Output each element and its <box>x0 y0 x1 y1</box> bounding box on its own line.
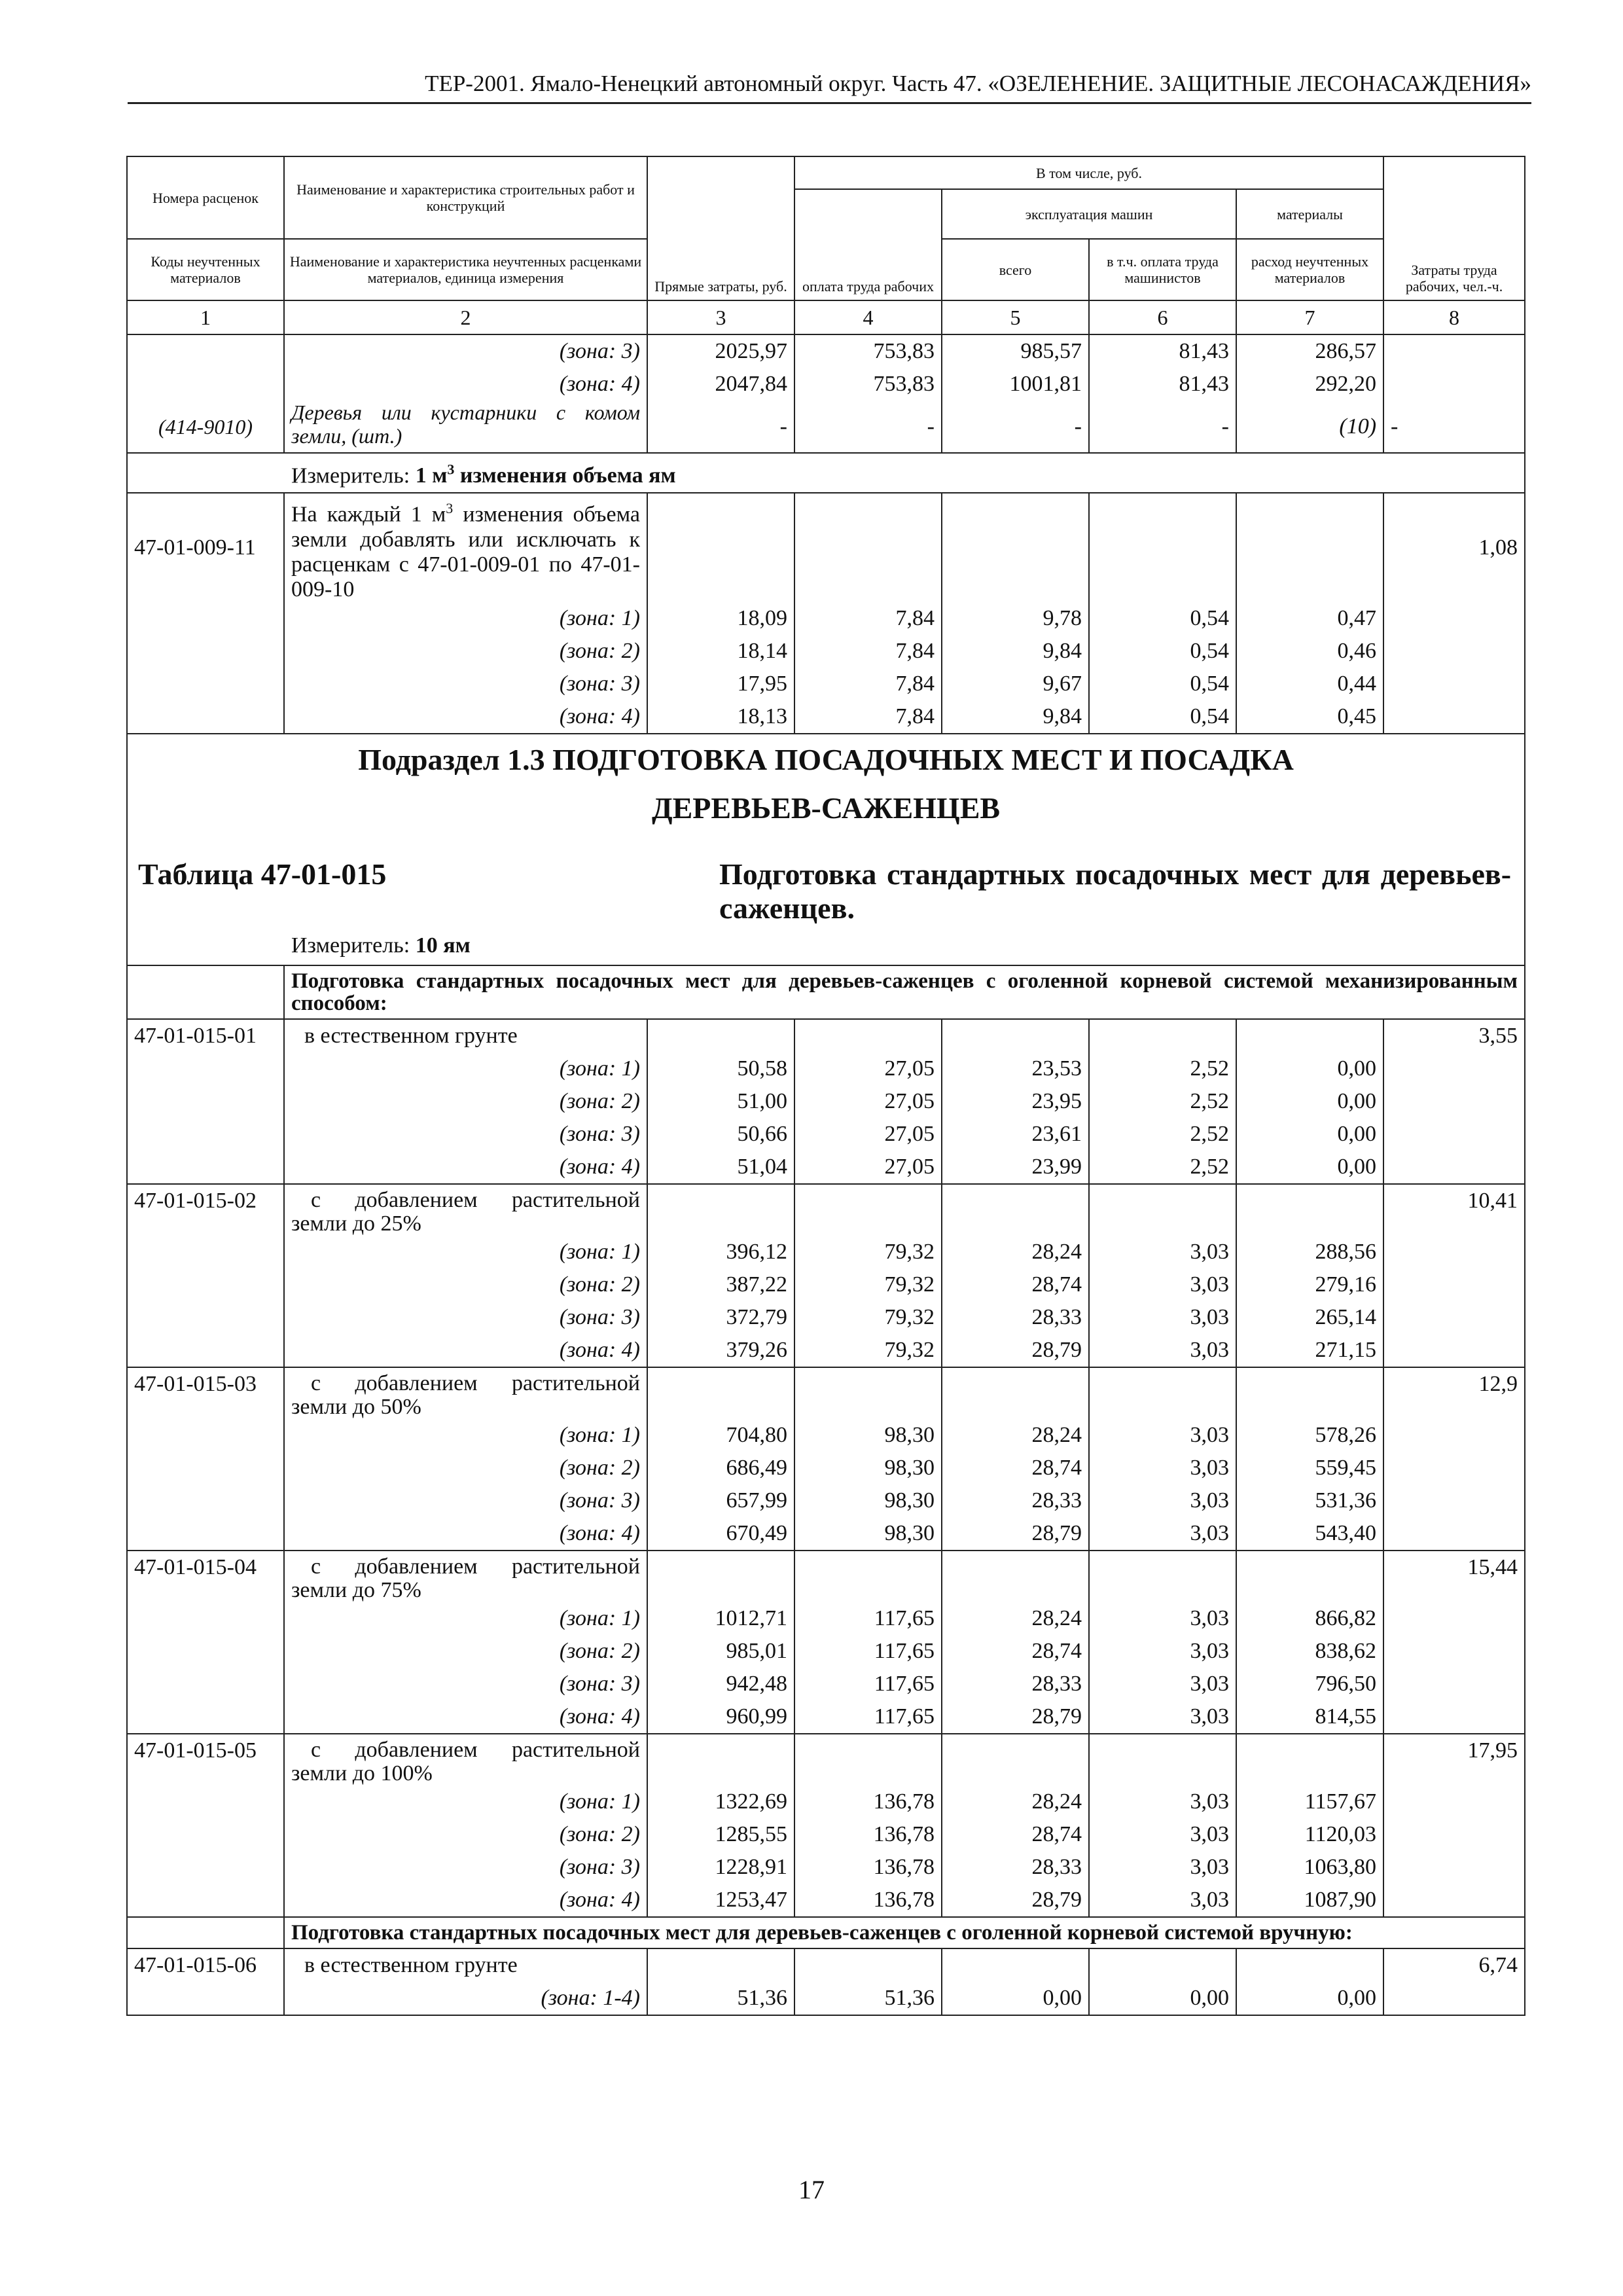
cost-value: 2,52 <box>1089 1052 1236 1085</box>
cost-value: 136,78 <box>794 1884 942 1917</box>
col-machines: эксплуатация машин <box>942 189 1236 239</box>
cost-value: 657,99 <box>647 1484 794 1517</box>
cost-value: 28,74 <box>942 1452 1089 1484</box>
cost-value: 1087,90 <box>1236 1884 1383 1917</box>
table-row <box>127 1734 1525 1785</box>
rate-code: 47-01-015-02 <box>127 1184 284 1236</box>
table-row: (зона: 3) 2025,97 753,83 985,57 81,43 286,57 <box>127 334 1525 368</box>
table-row <box>127 1452 1525 1484</box>
zone-label: (зона: 3) <box>284 1484 647 1517</box>
zone-label: (зона: 2) <box>284 1268 647 1301</box>
zone-label: (зона: 1) <box>284 1052 647 1085</box>
cost-value: 98,30 <box>794 1517 942 1551</box>
cost-value: 23,95 <box>942 1085 1089 1118</box>
zone-label: (зона: 4) <box>284 1700 647 1734</box>
col-incl: В том числе, руб. <box>794 156 1383 189</box>
cost-value: 3,03 <box>1089 1268 1236 1301</box>
table-row <box>127 1602 1525 1635</box>
table-row <box>127 1118 1525 1151</box>
col-number: 3 <box>647 300 794 334</box>
rate-code: 47-01-015-03 <box>127 1367 284 1419</box>
cost-value: 942,48 <box>647 1668 794 1700</box>
cost-value: 27,05 <box>794 1151 942 1184</box>
cost-value: 960,99 <box>647 1700 794 1734</box>
cost-value: 3,03 <box>1089 1785 1236 1818</box>
rate-description: с добавлением растительной земли до 50% <box>284 1367 647 1419</box>
col-number: 5 <box>942 300 1089 334</box>
cost-value: 0,00 <box>1236 1052 1383 1085</box>
col-labor: Затраты труда рабочих, чел.-ч. <box>1383 156 1525 300</box>
cost-value: 1285,55 <box>647 1818 794 1851</box>
table-row <box>127 1484 1525 1517</box>
cost-value: 23,99 <box>942 1151 1089 1184</box>
labor-cost: 15,44 <box>1383 1551 1525 1602</box>
table-row: (зона: 4) 18,13 7,84 9,84 0,54 0,45 <box>127 700 1525 734</box>
column-numbers-row <box>127 300 1525 334</box>
group-heading-text: Подготовка стандартных посадочных мест для деревьев-саженцев с оголенной корневой системой механизированным способом: <box>284 965 1525 1019</box>
cost-value: 28,24 <box>942 1419 1089 1452</box>
cost-value: 3,03 <box>1089 1419 1236 1452</box>
rate-code: 47-01-009-11 <box>127 493 284 601</box>
subsection-title-line2: ДЕРЕВЬЕВ-САЖЕНЦЕВ <box>651 791 1001 825</box>
zone-label: (зона: 1) <box>284 1602 647 1635</box>
cost-value: 79,32 <box>794 1334 942 1367</box>
table-row <box>127 1948 1525 1982</box>
cost-value: 28,24 <box>942 1236 1089 1268</box>
table-row <box>127 1268 1525 1301</box>
cost-value: 0,00 <box>1236 1085 1383 1118</box>
cost-value: 117,65 <box>794 1700 942 1734</box>
group-heading <box>127 1917 1525 1948</box>
col-number: 1 <box>127 300 284 334</box>
table-row <box>127 1668 1525 1700</box>
cost-value: 2,52 <box>1089 1085 1236 1118</box>
measure-row: Измеритель: 10 ям <box>291 933 471 958</box>
cost-value: 288,56 <box>1236 1236 1383 1268</box>
rate-code: 47-01-015-04 <box>127 1551 284 1602</box>
labor-cost: 1,08 <box>1383 493 1525 601</box>
zone-label: (зона: 4) <box>284 1517 647 1551</box>
cost-value: 1120,03 <box>1236 1818 1383 1851</box>
cost-value: 51,04 <box>647 1151 794 1184</box>
cost-value: 279,16 <box>1236 1268 1383 1301</box>
table-row <box>127 1019 1525 1052</box>
cost-value: 98,30 <box>794 1484 942 1517</box>
table-title-row <box>128 848 1524 929</box>
measure-label: Измеритель: <box>291 463 416 488</box>
cost-value: 27,05 <box>794 1052 942 1085</box>
material-code: (414-9010) <box>127 401 284 453</box>
labor-cost: 17,95 <box>1383 1734 1525 1785</box>
cost-value: 265,14 <box>1236 1301 1383 1334</box>
cost-value: 3,03 <box>1089 1602 1236 1635</box>
cost-value: 28,79 <box>942 1700 1089 1734</box>
cost-value: 0,00 <box>1236 1118 1383 1151</box>
cost-value: 28,33 <box>942 1668 1089 1700</box>
labor-cost: 10,41 <box>1383 1184 1525 1236</box>
material-row: (414-9010) Деревья или кустарники с комом земли, (шт.) - - - - (10) - <box>127 401 1525 453</box>
rate-description: с добавлением растительной земли до 100% <box>284 1734 647 1785</box>
subsection-title-line1: Подраздел 1.3 ПОДГОТОВКА ПОСАДОЧНЫХ МЕСТ И ПОСАДКА <box>358 742 1294 776</box>
rate-description: На каждый 1 $м^3$ изменения объема земли добавлять или исключать к расценкам с 47-01-009-01 по 47-01-009-10 <box>284 493 647 601</box>
cost-value: 3,03 <box>1089 1818 1236 1851</box>
labor-cost: 12,9 <box>1383 1367 1525 1419</box>
cost-value: 28,33 <box>942 1851 1089 1884</box>
col-total: всего <box>942 239 1089 300</box>
table-row: (зона: 3) 17,95 7,84 9,67 0,54 0,44 <box>127 668 1525 700</box>
cost-value: 543,40 <box>1236 1517 1383 1551</box>
cost-value: 866,82 <box>1236 1602 1383 1635</box>
cost-value: 27,05 <box>794 1118 942 1151</box>
cost-value: 670,49 <box>647 1517 794 1551</box>
zone-label: (зона: 3) <box>284 1301 647 1334</box>
zone-label: (зона: 2) <box>284 1635 647 1668</box>
zone-label: (зона: 3) <box>284 1118 647 1151</box>
cost-value: 79,32 <box>794 1301 942 1334</box>
cost-value: 50,58 <box>647 1052 794 1085</box>
zone-label: (зона: 2) <box>284 1085 647 1118</box>
table-number: Таблица 47-01-015 <box>138 857 387 891</box>
table-row <box>127 1151 1525 1184</box>
zone-label: (зона: 4) <box>284 1884 647 1917</box>
cost-value: 3,03 <box>1089 1884 1236 1917</box>
cost-value: 3,03 <box>1089 1851 1236 1884</box>
cost-value: 28,33 <box>942 1301 1089 1334</box>
cost-value: 531,36 <box>1236 1484 1383 1517</box>
cost-value: 2,52 <box>1089 1151 1236 1184</box>
zone-label: (зона: 3) <box>284 1851 647 1884</box>
col-number: 8 <box>1383 300 1525 334</box>
subsection-block <box>127 734 1525 965</box>
items-body <box>127 1019 1525 1917</box>
cost-value: 379,26 <box>647 1334 794 1367</box>
cost-value: 28,33 <box>942 1484 1089 1517</box>
table-row <box>127 1551 1525 1602</box>
cost-value: 28,74 <box>942 1818 1089 1851</box>
cost-value: 136,78 <box>794 1818 942 1851</box>
cost-value: 3,03 <box>1089 1635 1236 1668</box>
zone-label: (зона: 4) <box>284 1151 647 1184</box>
table-row <box>127 1367 1525 1419</box>
cost-value: 3,03 <box>1089 1236 1236 1268</box>
cost-value: 28,79 <box>942 1884 1089 1917</box>
cost-value: 1322,69 <box>647 1785 794 1818</box>
cost-value: 117,65 <box>794 1635 942 1668</box>
col-number: 6 <box>1089 300 1236 334</box>
cost-value: 117,65 <box>794 1602 942 1635</box>
cost-value: 796,50 <box>1236 1668 1383 1700</box>
cost-value: 1063,80 <box>1236 1851 1383 1884</box>
table-row: (зона: 4) 2047,84 753,83 1001,81 81,43 292,20 <box>127 368 1525 401</box>
cost-value: 3,03 <box>1089 1484 1236 1517</box>
zone-label: (зона: 4) <box>284 1334 647 1367</box>
table-row <box>127 1818 1525 1851</box>
zone-label: (зона: 1) <box>284 1236 647 1268</box>
table-row <box>127 1052 1525 1085</box>
col-labor-pay: оплата труда рабочих <box>794 189 942 300</box>
labor-cost: 6,74 <box>1383 1948 1525 1982</box>
cost-value: 559,45 <box>1236 1452 1383 1484</box>
group-heading <box>127 965 1525 1019</box>
col-number: 4 <box>794 300 942 334</box>
col-code-bottom: Коды неучтенных материалов <box>127 239 284 300</box>
cost-value: 3,03 <box>1089 1334 1236 1367</box>
running-header: ТЕР-2001. Ямало-Ненецкий автономный округ. Часть 47. «ОЗЕЛЕНЕНИЕ. ЗАЩИТНЫЕ ЛЕСОНАСАЖДЕНИЯ» <box>128 71 1531 104</box>
zone-label: (зона: 1) <box>284 1419 647 1452</box>
cost-value: 704,80 <box>647 1419 794 1452</box>
cost-value: 28,79 <box>942 1334 1089 1367</box>
table-row: (зона: 1-4) 51,36 51,36 0,00 0,00 0,00 <box>127 1982 1525 2015</box>
cost-value: 98,30 <box>794 1452 942 1484</box>
cost-value: 387,22 <box>647 1268 794 1301</box>
table-row <box>127 1334 1525 1367</box>
zone-label: (зона: 2) <box>284 1452 647 1484</box>
cost-value: 136,78 <box>794 1851 942 1884</box>
table-row: (зона: 1) 18,09 7,84 9,78 0,54 0,47 <box>127 602 1525 635</box>
table-row <box>127 1785 1525 1818</box>
cost-value: 686,49 <box>647 1452 794 1484</box>
rate-code: 47-01-015-05 <box>127 1734 284 1785</box>
rate-description: с добавлением растительной земли до 75% <box>284 1551 647 1602</box>
cost-value: 51,00 <box>647 1085 794 1118</box>
cost-value: 1228,91 <box>647 1851 794 1884</box>
cost-value: 136,78 <box>794 1785 942 1818</box>
zone-label: (зона: 3) <box>284 1668 647 1700</box>
zone-label: (зона: 1) <box>284 1785 647 1818</box>
cost-value: 838,62 <box>1236 1635 1383 1668</box>
cost-value: 79,32 <box>794 1268 942 1301</box>
table-row <box>127 1635 1525 1668</box>
table-row <box>127 1851 1525 1884</box>
cost-value: 28,79 <box>942 1517 1089 1551</box>
rate-code: 47-01-015-06 <box>127 1948 284 1982</box>
table-row <box>127 1700 1525 1734</box>
cost-value: 23,53 <box>942 1052 1089 1085</box>
rate-description: в естественном грунте <box>284 1019 647 1052</box>
cost-value: 117,65 <box>794 1668 942 1700</box>
table-row <box>127 1085 1525 1118</box>
col-materials: материалы <box>1236 189 1383 239</box>
cost-value: 3,03 <box>1089 1301 1236 1334</box>
cost-value: 3,03 <box>1089 1517 1236 1551</box>
table-row <box>127 1419 1525 1452</box>
rate-description: с добавлением растительной земли до 25% <box>284 1184 647 1236</box>
table-row <box>127 1236 1525 1268</box>
rates-table <box>126 156 1525 2016</box>
col-direct: Прямые затраты, руб. <box>647 156 794 300</box>
cost-value: 2,52 <box>1089 1118 1236 1151</box>
cost-value: 985,01 <box>647 1635 794 1668</box>
table-row <box>127 1517 1525 1551</box>
col-materials-use: расход неучтенных материалов <box>1236 239 1383 300</box>
cost-value: 1012,71 <box>647 1602 794 1635</box>
cost-value: 28,74 <box>942 1635 1089 1668</box>
table-row <box>127 1184 1525 1236</box>
labor-cost: 3,55 <box>1383 1019 1525 1052</box>
cost-value: 28,24 <box>942 1785 1089 1818</box>
col-name-bottom: Наименование и характеристика неучтенных расценками материалов, единица измерения <box>284 239 647 300</box>
cost-value: 27,05 <box>794 1085 942 1118</box>
table-title: Подготовка стандартных посадочных мест для деревьев-саженцев. <box>719 857 1512 925</box>
cost-value: 28,24 <box>942 1602 1089 1635</box>
cost-value: 1157,67 <box>1236 1785 1383 1818</box>
cost-value: 3,03 <box>1089 1668 1236 1700</box>
cost-value: 396,12 <box>647 1236 794 1268</box>
col-drivers-pay: в т.ч. оплата труда машинистов <box>1089 239 1236 300</box>
table-row <box>127 1884 1525 1917</box>
table-header <box>127 156 1525 334</box>
cost-value: 3,03 <box>1089 1452 1236 1484</box>
cost-value: 3,03 <box>1089 1700 1236 1734</box>
cost-value: 578,26 <box>1236 1419 1383 1452</box>
group-heading-text: Подготовка стандартных посадочных мест для деревьев-саженцев с оголенной корневой системой вручную: <box>284 1917 1525 1948</box>
cost-value: 98,30 <box>794 1419 942 1452</box>
cost-value: 814,55 <box>1236 1700 1383 1734</box>
cost-value: 372,79 <box>647 1301 794 1334</box>
page-number: 17 <box>798 2175 825 2204</box>
rate-description: в естественном грунте <box>284 1948 647 1982</box>
table-row: (зона: 2) 18,14 7,84 9,84 0,54 0,46 <box>127 635 1525 668</box>
measure-row: Измеритель: 1 $м^3$ изменения объема ям <box>127 453 1525 493</box>
material-name: Деревья или кустарники с комом земли, (шт.) <box>284 401 647 453</box>
cost-value: 271,15 <box>1236 1334 1383 1367</box>
cost-value: 0,00 <box>1236 1151 1383 1184</box>
rate-code: 47-01-015-01 <box>127 1019 284 1052</box>
col-number: 7 <box>1236 300 1383 334</box>
col-code-top: Номера расценок <box>127 156 284 239</box>
cost-value: 1253,47 <box>647 1884 794 1917</box>
cost-value: 23,61 <box>942 1118 1089 1151</box>
table-row <box>127 493 1525 601</box>
cost-value: 28,74 <box>942 1268 1089 1301</box>
zone-label: (зона: 2) <box>284 1818 647 1851</box>
col-number: 2 <box>284 300 647 334</box>
cost-value: 79,32 <box>794 1236 942 1268</box>
table-row <box>127 1301 1525 1334</box>
cost-value: 50,66 <box>647 1118 794 1151</box>
col-name-top: Наименование и характеристика строительных работ и конструкций <box>284 156 647 239</box>
